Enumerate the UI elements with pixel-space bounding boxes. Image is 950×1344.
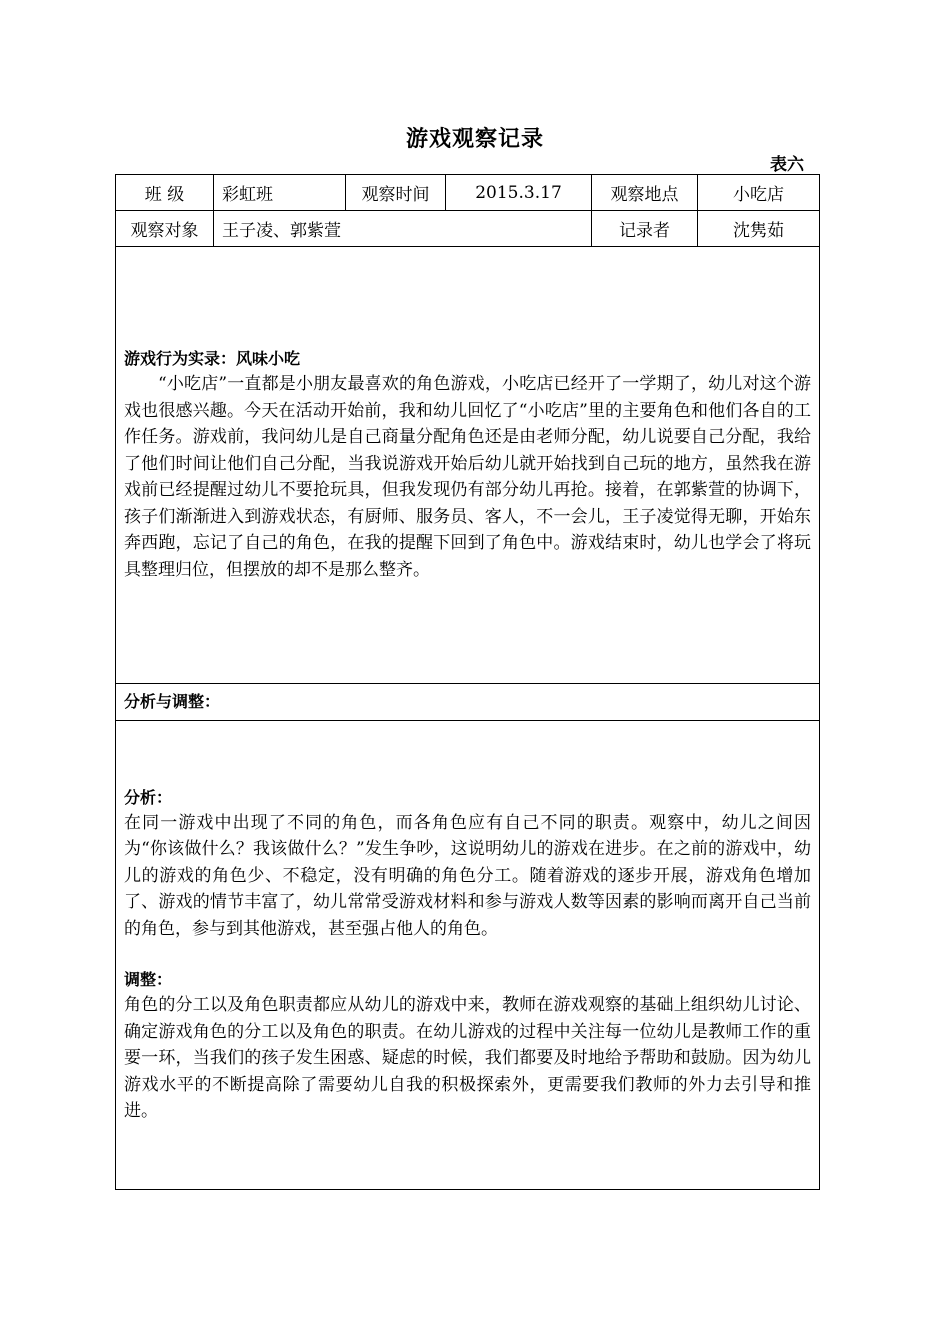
document-title: 游戏观察记录 [405,126,544,152]
table-row [116,247,820,684]
analysis-text: 在同一游戏中出现了不同的角色，而各角色应有自己不同的职责。观察中，幼儿之间因为“你该做什么？我该做什么？”发生争吵，这说明幼儿的游戏在进步。在之前的游戏中，幼儿的游戏的角色少、不稳定，没有明确的角色分工。随着游戏的逐步开展，游戏角色增加了、游戏的情节丰富了，幼儿常常受游戏材料和参与游戏人数等因素的影响而离开自己当前的角色，参与到其他游戏，甚至强占他人的角色。 [124,812,811,939]
analysis-heading: 分析： [124,787,173,807]
table-row [116,175,820,211]
class-value: 彩虹班 [214,175,346,211]
section-gap [124,942,811,968]
place-label: 观察地点 [592,175,698,211]
table-row [116,684,820,721]
time-label: 观察时间 [346,175,446,211]
analysis-header-cell [116,684,820,721]
table-row [116,211,820,247]
time-value: 2015.3.17 [446,175,592,211]
adjust-heading: 调整： [124,970,173,989]
target-value: 王子凌、郭紫萱 [214,211,592,247]
behavior-text: “小吃店”一直都是小朋友最喜欢的角色游戏，小吃店已经开了一学期了，幼儿对这个游戏也很感兴趣。今天在活动开始前，我和幼儿回忆了“小吃店”里的主要角色和他们各自的工作任务。游戏前，我问幼儿是自己商量分配角色还是由老师分配，幼儿说要自己分配，我给了他们时间让他们自己分配，当我说游戏开始后幼儿就开始找到自己玩的地方，虽然我在游戏前已经提醒过幼儿不要抢玩具，但我发现仍有部分幼儿再抢。接着，在郭紫萱的协调下，孩子们渐渐进入到游戏状态，有厨师、服务员、客人，不一会儿，王子凌觉得无聊，开始东奔西跑，忘记了自己的角色，在我的提醒下回到了角色中。游戏结束时，幼儿也学会了将玩具整理归位，但摆放的却不是那么整齐。 [124,374,811,580]
table-row [116,721,820,1190]
analysis-adjust-heading: 分析与调整： [124,692,221,711]
recorder-value: 沈隽茹 [698,211,820,247]
behavior-record-cell [116,247,820,684]
observation-record-table [115,174,820,1190]
target-label: 观察对象 [116,211,214,247]
analysis-content-cell [116,721,820,1190]
table-number: 表六 [770,155,804,175]
recorder-label: 记录者 [592,211,698,247]
behavior-heading: 游戏行为实录：风味小吃 [124,349,301,368]
place-value: 小吃店 [698,175,820,211]
class-label: 班 级 [116,175,214,211]
adjust-text: 角色的分工以及角色职责都应从幼儿的游戏中来，教师在游戏观察的基础上组织幼儿讨论、确定游戏角色的分工以及角色的职责。在幼儿游戏的过程中关注每一位幼儿是教师工作的重要一环，当我们的孩子发生困惑、疑虑的时候，我们都要及时地给予帮助和鼓励。因为幼儿游戏水平的不断提高除了需要幼儿自我的积极探索外，更需要我们教师的外力去引导和推进。 [124,995,811,1121]
